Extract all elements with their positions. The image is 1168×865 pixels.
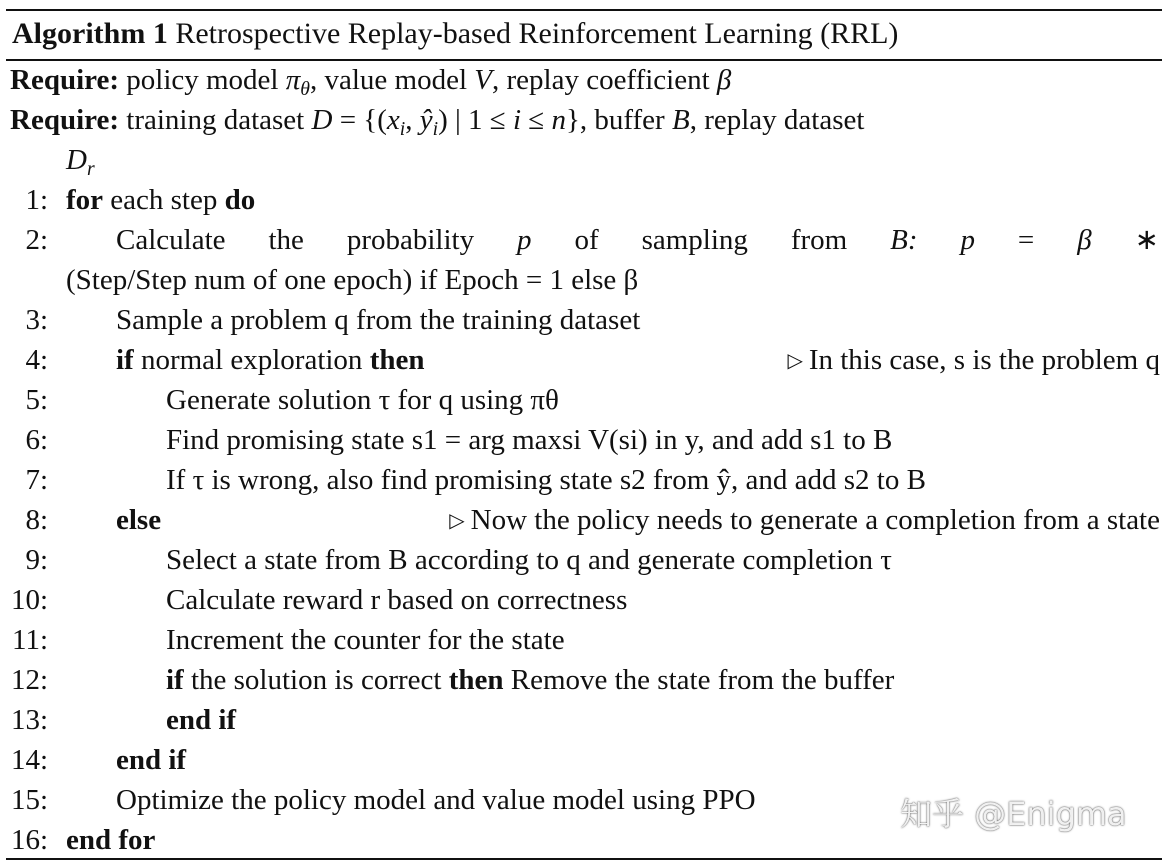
require-line-1 bbox=[0, 60, 1168, 100]
math-x: x bbox=[386, 104, 400, 136]
math-b: B bbox=[671, 104, 690, 136]
math-sub-i: i bbox=[399, 117, 406, 140]
line-number: 4: bbox=[25, 344, 48, 376]
line-number: 5: bbox=[25, 384, 48, 416]
math-theta: θ bbox=[300, 77, 310, 100]
step-text: Select a state from B according to q and generate completion τ bbox=[166, 544, 892, 576]
step-1 bbox=[0, 180, 1168, 220]
line-number: 1: bbox=[25, 184, 48, 216]
keyword: end if bbox=[166, 704, 237, 736]
comment bbox=[787, 340, 1160, 381]
keyword: end if bbox=[116, 744, 187, 776]
step-text: normal exploration bbox=[133, 344, 370, 376]
word: sampling bbox=[641, 224, 748, 256]
math-beta: β bbox=[716, 64, 732, 96]
require-line-2-wrap bbox=[0, 140, 1168, 180]
algorithm-label: Algorithm 1 bbox=[12, 17, 168, 50]
word: the bbox=[268, 224, 304, 256]
require-text: , replay coefficient bbox=[491, 64, 717, 96]
require-line-2 bbox=[0, 100, 1168, 140]
math-d: D bbox=[66, 144, 87, 176]
step-10 bbox=[0, 580, 1168, 620]
require-keyword: Require: bbox=[10, 64, 120, 96]
require-text: , replay dataset bbox=[689, 104, 865, 136]
algorithm-title-text: Retrospective Replay-based Reinforcement Learning (RRL) bbox=[175, 17, 899, 50]
line-number: 7: bbox=[25, 464, 48, 496]
step-text: Increment the counter for the state bbox=[166, 624, 565, 656]
step-6 bbox=[0, 420, 1168, 460]
math-p: p bbox=[517, 224, 532, 256]
line-number: 16: bbox=[10, 824, 48, 856]
word: from bbox=[790, 224, 848, 256]
step-12 bbox=[0, 660, 1168, 700]
comment-text: Now the policy needs to generate a completion from a state bbox=[470, 504, 1160, 536]
math-n: n bbox=[551, 104, 566, 136]
require-text: , bbox=[405, 104, 420, 136]
math-b: B: bbox=[890, 224, 918, 256]
math-sub-i: i bbox=[432, 117, 439, 140]
require-text: policy model bbox=[126, 64, 286, 96]
step-5 bbox=[0, 380, 1168, 420]
step-2 bbox=[0, 220, 1168, 260]
top-rule bbox=[6, 9, 1162, 11]
step-8 bbox=[0, 500, 1168, 540]
step-text: Generate solution τ for q using πθ bbox=[166, 384, 559, 416]
keyword: if bbox=[116, 344, 134, 376]
line-number: 15: bbox=[10, 784, 48, 816]
require-text: , value model bbox=[309, 64, 475, 96]
line-number: 13: bbox=[10, 704, 48, 736]
step-11 bbox=[0, 620, 1168, 660]
step-text: the solution is correct bbox=[183, 664, 449, 696]
step-text: Find promising state s1 = arg maxsi V(si) in y, and add s1 to B bbox=[166, 424, 893, 456]
line-number: 12: bbox=[10, 664, 48, 696]
require-text: ≤ bbox=[521, 104, 552, 136]
keyword: else bbox=[116, 504, 162, 536]
step-text: If τ is wrong, also find promising state s2 from ŷ, and add s2 to B bbox=[166, 464, 926, 496]
keyword: if bbox=[166, 664, 184, 696]
step-7 bbox=[0, 460, 1168, 500]
math-beta: β bbox=[1077, 224, 1092, 256]
line-number: 10: bbox=[10, 584, 48, 616]
comment-triangle-icon: ▷ bbox=[449, 510, 465, 532]
comment-triangle-icon: ▷ bbox=[787, 350, 803, 372]
math-sub-r: r bbox=[86, 157, 95, 180]
watermark: 知乎 @Enigma bbox=[900, 795, 1127, 833]
keyword: then bbox=[448, 664, 504, 696]
math-i: i bbox=[512, 104, 522, 136]
math-p: p bbox=[960, 224, 975, 256]
math-yhat: ŷ bbox=[419, 104, 433, 136]
step-13 bbox=[0, 700, 1168, 740]
line-number: 11: bbox=[12, 624, 48, 656]
step-text: Remove the state from the buffer bbox=[503, 664, 895, 696]
line-number: 6: bbox=[25, 424, 48, 456]
math-v: V bbox=[474, 64, 492, 96]
line-number: 8: bbox=[25, 504, 48, 536]
word: ∗ bbox=[1134, 224, 1159, 256]
step-text bbox=[116, 220, 1159, 260]
line-number: 3: bbox=[25, 304, 48, 336]
step-4 bbox=[0, 340, 1168, 380]
step-9 bbox=[0, 540, 1168, 580]
word: = bbox=[1017, 224, 1035, 256]
step-text: Optimize the policy model and value model using PPO bbox=[116, 784, 756, 816]
step-text: each step bbox=[103, 184, 225, 216]
word: of bbox=[574, 224, 599, 256]
math-pi: π bbox=[285, 64, 301, 96]
step-text: Sample a problem q from the training dataset bbox=[116, 304, 641, 336]
keyword: end for bbox=[66, 824, 156, 856]
algorithm-title bbox=[12, 14, 1162, 54]
step-text: Calculate reward r based on correctness bbox=[166, 584, 628, 616]
keyword: for bbox=[66, 184, 104, 216]
line-number: 2: bbox=[25, 224, 48, 256]
math-d: D bbox=[311, 104, 333, 136]
line-number: 14: bbox=[10, 744, 48, 776]
step-text: (Step/Step num of one epoch) if Epoch = 1 else β bbox=[66, 264, 639, 296]
step-3 bbox=[0, 300, 1168, 340]
step-14 bbox=[0, 740, 1168, 780]
require-text: ) | 1 ≤ bbox=[438, 104, 513, 136]
line-number: 9: bbox=[25, 544, 48, 576]
require-text: = {( bbox=[332, 104, 387, 136]
comment-text: In this case, s is the problem q bbox=[808, 344, 1160, 376]
comment bbox=[449, 500, 1160, 541]
keyword: then bbox=[369, 344, 425, 376]
require-text: }, buffer bbox=[565, 104, 672, 136]
require-text: training dataset bbox=[126, 104, 312, 136]
keyword: do bbox=[224, 184, 256, 216]
require-keyword: Require: bbox=[10, 104, 120, 136]
bottom-rule bbox=[6, 858, 1162, 860]
word: probability bbox=[346, 224, 475, 256]
word: Calculate bbox=[116, 224, 226, 256]
step-2-wrap bbox=[0, 260, 1168, 300]
